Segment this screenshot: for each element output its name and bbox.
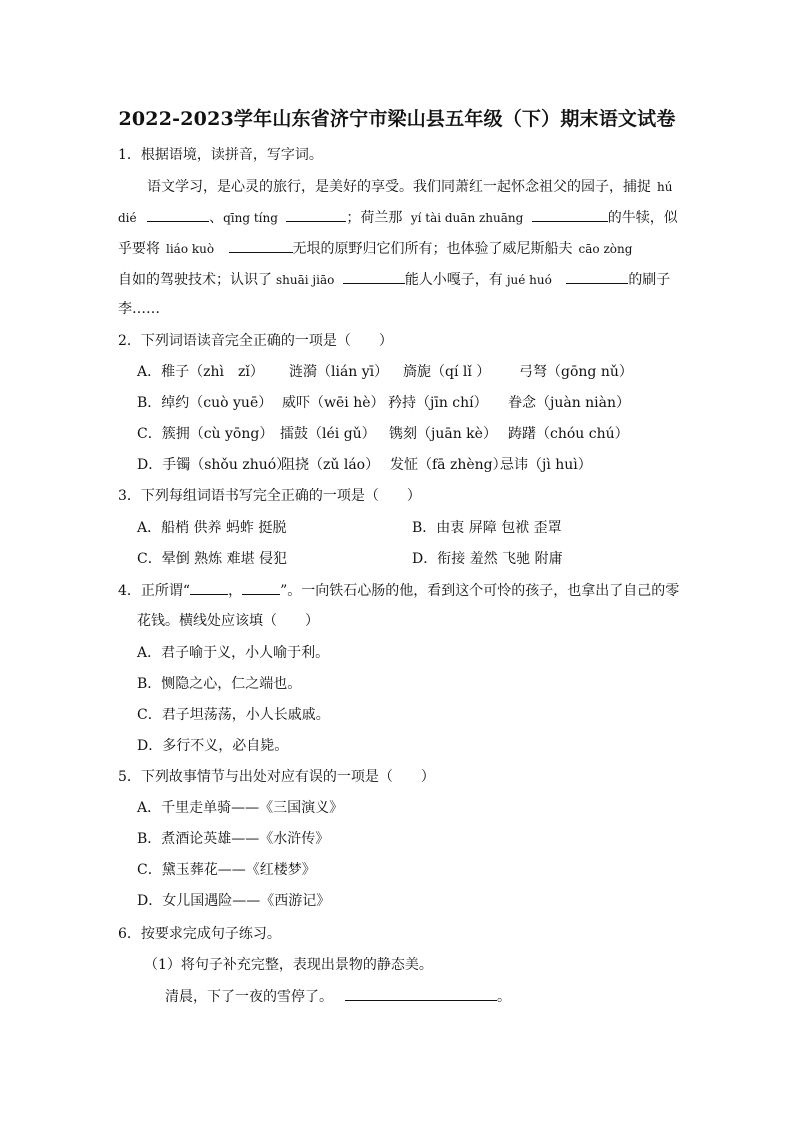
- answer-blank[interactable]: [566, 269, 628, 284]
- question-1-paragraph-line-5: 李……: [118, 301, 160, 317]
- option-d-word-4: 忌讳（jì huì）: [500, 457, 592, 473]
- pinyin-liaokuo: liáo kuò: [166, 242, 215, 256]
- question-3-option-a[interactable]: A．船梢 供养 蚂蚱 挺脱: [137, 520, 287, 536]
- question-6-stem: 6．按要求完成句子练习。: [118, 926, 281, 942]
- question-5-option-c[interactable]: C．黛玉葬花——《红楼梦》: [137, 862, 316, 878]
- question-1-paragraph-line-2: [118, 207, 678, 228]
- option-c-word-3: 镌刻（juān kè）: [389, 426, 497, 442]
- question-3-option-c[interactable]: C．晕倒 熟炼 难堪 侵犯: [137, 551, 288, 567]
- sentence-text: 清晨，下了一夜的雪停了。: [165, 989, 333, 1005]
- question-5-stem: 5．下列故事情节与出处对应有误的一项是（ ）: [118, 769, 435, 785]
- question-4-stem-line-2: 花钱。横线处应该填（ ）: [137, 613, 319, 629]
- question-1-stem: 1．根据语境，读拼音，写字词。: [118, 147, 323, 163]
- pinyin-hudie-2: dié: [118, 211, 137, 225]
- paragraph-text: 能人小嘎子，有: [404, 272, 503, 288]
- question-5-option-d[interactable]: D．女儿国遇险——《西游记》: [137, 893, 331, 909]
- option-a-word-2: 涟漪（lián yī）: [289, 364, 389, 380]
- question-2-stem: 2．下列词语读音完全正确的一项是（ ）: [118, 333, 393, 349]
- answer-blank[interactable]: [286, 207, 346, 222]
- punctuation: ，: [228, 583, 243, 599]
- paragraph-text: 乎要将: [118, 241, 160, 257]
- answer-blank[interactable]: [190, 580, 228, 595]
- answer-blank[interactable]: [532, 207, 608, 222]
- option-b-word-3: 矜持（jīn chí）: [388, 395, 488, 411]
- pinyin-juehuo: jué huó: [506, 273, 552, 287]
- question-6-sentence: [165, 986, 511, 1007]
- question-5-option-b[interactable]: B．煮酒论英雄——《水浒传》: [137, 831, 330, 847]
- option-d-word-2: 阻挠（zǔ láo）: [281, 457, 380, 473]
- punctuation: 。: [497, 989, 511, 1005]
- answer-blank[interactable]: [229, 238, 293, 253]
- option-c-word-1[interactable]: C．簇拥（cù yōng）: [137, 426, 274, 442]
- answer-blank[interactable]: [343, 269, 405, 284]
- pinyin-yitaiduanzhuang: yí tài duān zhuāng: [410, 211, 524, 225]
- question-6-sub-1: （1）将句子补充完整，表现出景物的静态美。: [144, 957, 433, 973]
- option-a-word-4: 弓弩（gōng nǔ）: [519, 364, 633, 380]
- question-4-stem-end: ”。一向铁石心肠的他，看到这个可怜的孩子，也拿出了自己的零: [280, 583, 680, 599]
- option-a-word-1[interactable]: A．稚子（zhì zǐ）: [137, 364, 264, 380]
- answer-blank[interactable]: [345, 986, 497, 1001]
- question-3-option-d[interactable]: D．衔接 羞然 飞驰 附庸: [412, 551, 563, 567]
- option-c-word-2: 擂鼓（léi gǔ）: [280, 426, 376, 442]
- question-4-option-d[interactable]: D．多行不义，必自毙。: [137, 738, 289, 754]
- pinyin-caozong: cāo zòng: [578, 242, 633, 256]
- question-4-option-b[interactable]: B．恻隐之心，仁之端也。: [137, 676, 302, 692]
- question-3-stem: 3．下列每组词语书写完全正确的一项是（ ）: [118, 488, 421, 504]
- page-title: 2022-2023学年山东省济宁市梁山县五年级（下）期末语文试卷: [118, 108, 676, 130]
- option-d-word-3: 发怔（fā zhèng）: [390, 457, 507, 473]
- paragraph-text: 语文学习，是心灵的旅行，是美好的享受。我们同萧红一起怀念祖父的园子，捕捉: [147, 179, 651, 195]
- paragraph-text: 的刷子: [628, 272, 671, 288]
- punctuation: 、: [209, 210, 224, 226]
- paragraph-text: 的牛犊，似: [607, 210, 678, 226]
- question-1-paragraph-line-1: [147, 177, 672, 197]
- option-b-word-2: 威吓（wēi hè）: [282, 395, 385, 411]
- answer-blank[interactable]: [242, 580, 280, 595]
- option-d-word-1[interactable]: D．手镯（shǒu zhuó）: [137, 457, 291, 473]
- question-1-paragraph-line-4: [118, 269, 670, 290]
- option-b-word-1[interactable]: B．绰约（cuò yuē）: [137, 395, 273, 411]
- question-4-stem-start: 4．正所谓“: [118, 583, 191, 599]
- question-4-stem: [118, 580, 679, 601]
- pinyin-qingting: qīng tíng: [223, 211, 278, 225]
- question-3-option-b[interactable]: B．由衷 屏障 包袱 歪罩: [412, 520, 562, 536]
- question-1-paragraph-line-3: [118, 238, 632, 259]
- pinyin-hudie-1: hú: [657, 180, 673, 194]
- question-5-option-a[interactable]: A．千里走单骑——《三国演义》: [137, 800, 344, 816]
- option-a-word-3: 旖旎（qí lǐ ）: [403, 364, 491, 380]
- option-b-word-4: 眷念（juàn niàn）: [508, 395, 631, 411]
- option-c-word-4: 踌躇（chóu chú）: [508, 426, 629, 442]
- question-4-option-c[interactable]: C．君子坦荡荡，小人长戚戚。: [137, 707, 330, 723]
- question-4-option-a[interactable]: A．君子喻于义，小人喻于利。: [137, 645, 330, 661]
- pinyin-shuaijiao: shuāi jiāo: [276, 273, 335, 287]
- answer-blank[interactable]: [147, 207, 209, 222]
- paragraph-text: 无垠的原野归它们所有；也体验了威尼斯船夫: [292, 241, 573, 257]
- paragraph-text: 自如的驾驶技术；认识了: [118, 272, 272, 288]
- paragraph-text: ；荷兰那: [346, 210, 403, 226]
